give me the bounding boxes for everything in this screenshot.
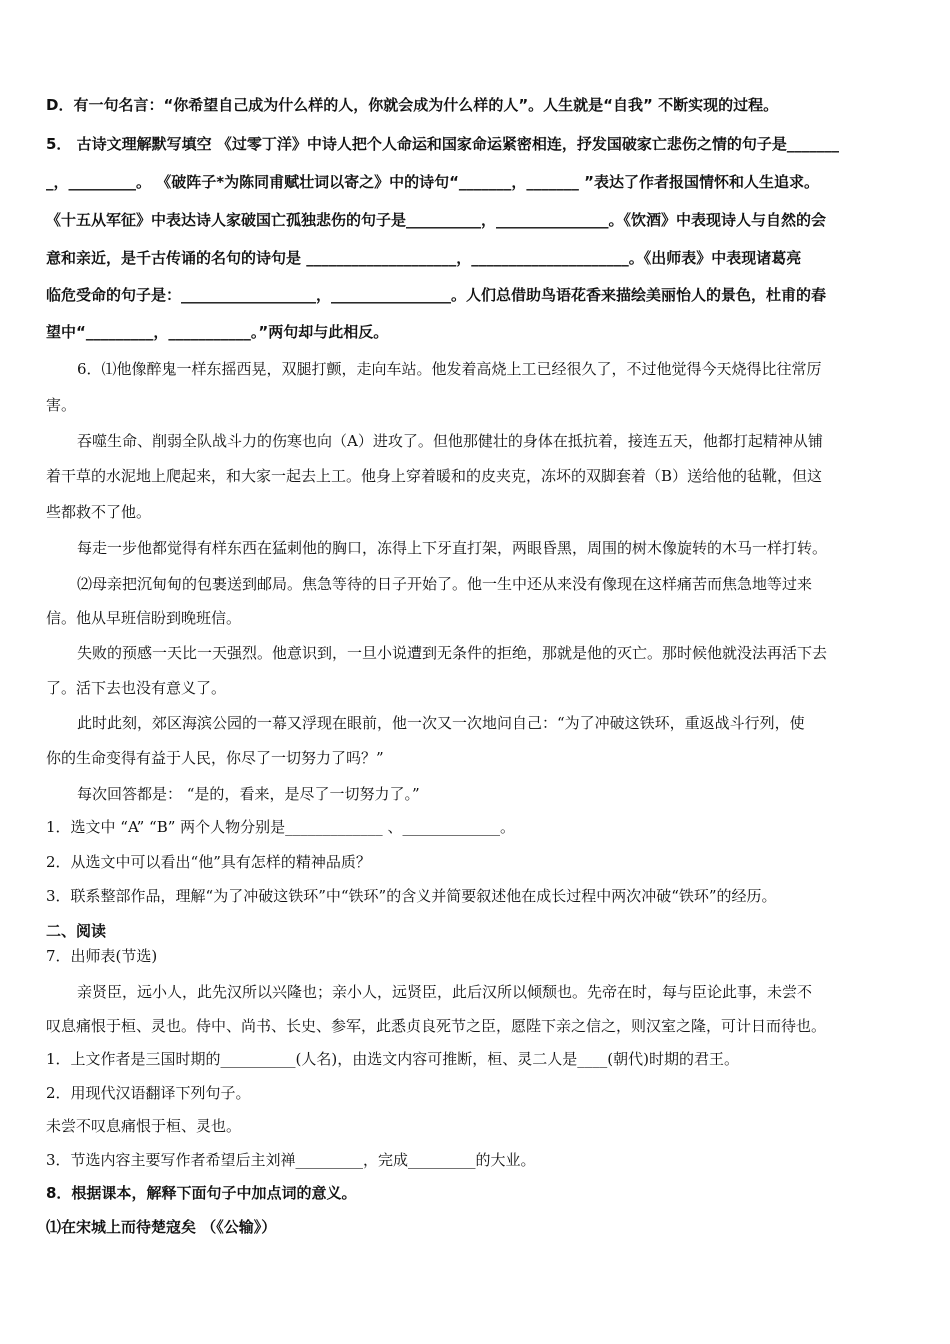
- passage-6-para-6-cont: 你的生命变得有益于人民，你尽了一切努力了吗？”: [46, 749, 384, 767]
- option-d-line: D．有一句名言：“你希望自己成为什么样的人，你就会成为什么样的人”。人生就是“自我” 不断实现的过程。: [46, 96, 779, 114]
- passage-7-line-2: 叹息痛恨于桓、灵也。侍中、尚书、长史、参军，此悉贞良死节之臣，愿陛下亲之信之，则汉室之隆，可计日而待也。: [46, 1017, 827, 1035]
- question-8-title: 8．根据课本，解释下面句子中加点词的意义。: [46, 1184, 357, 1202]
- passage-6-para-5-cont: 了。活下去也没有意义了。: [46, 679, 227, 697]
- passage-6-para-2: 吞噬生命、削弱全队战斗力的伤寒也向（A）进攻了。但他那健壮的身体在抵抗着，接连五天，他都打起精神从铺: [77, 432, 823, 450]
- passage-6-para-7: 每次回答都是： “是的，看来，是尽了一切努力了。”: [77, 785, 420, 803]
- passage-6-para-4: ⑵母亲把沉甸甸的包裹送到邮局。焦急等待的日子开始了。他一生中还从来没有像现在这样痛苦而焦急地等过来: [77, 575, 813, 593]
- passage-7-line-1: 亲贤臣，远小人，此先汉所以兴隆也；亲小人，远贤臣，此后汉所以倾颓也。先帝在时，每与臣论此事，未尝不: [77, 983, 813, 1001]
- passage-6-para-3: 每走一步他都觉得有样东西在猛刺他的胸口，冻得上下牙直打架，两眼昏黑，周围的树木像旋转的木马一样打转。: [77, 539, 828, 557]
- passage-6-para-2-cont-2: 些都救不了他。: [46, 503, 152, 521]
- passage-6-para-1: 6．⑴他像醉鬼一样东摇西晃，双腿打颤，走向车站。他发着高烧上工已经很久了，不过他觉得今天烧得比往常厉: [77, 360, 822, 378]
- question-5-line-5: 临危受命的句子是：__________________，________________。人们总借助鸟语花香来描绘美丽怡人的景色，杜甫的春: [46, 286, 827, 304]
- question-7-2: 2．用现代汉语翻译下列句子。: [46, 1084, 251, 1102]
- question-5-line-2: _，_________。 《破阵子*为陈同甫赋壮词以寄之》中的诗句“_______，_______ ”表达了作者报国情怀和人生追求。: [46, 173, 820, 191]
- section-heading-reading: 二、阅读: [46, 922, 107, 940]
- question-5-line-3: 《十五从军征》中表达诗人家破国亡孤独悲伤的句子是__________，_______________。《饮酒》中表现诗人与自然的会: [46, 211, 827, 229]
- question-7-title: 7．出师表(节选): [46, 947, 158, 965]
- question-5-line-1: 5． 古诗文理解默写填空 《过零丁洋》中诗人把个人命运和国家命运紧密相连，抒发国破家亡悲伤之情的句子是_______: [46, 135, 840, 153]
- question-5-line-4: 意和亲近，是千古传诵的名句的诗句是 ____________________，_____________________。《出师表》中表现诸葛亮: [46, 249, 802, 267]
- passage-6-para-1-cont: 害。: [46, 396, 77, 414]
- question-6-1: 1．选文中 “A” “B” 两个人物分别是_____________ 、_____________。: [46, 818, 515, 836]
- passage-6-para-4-cont: 信。他从早班信盼到晚班信。: [46, 609, 242, 627]
- question-7-3: 3．节选内容主要写作者希望后主刘禅_________，完成_________的大业。: [46, 1151, 536, 1169]
- question-6-2: 2．从选文中可以看出“他”具有怎样的精神品质？: [46, 853, 371, 871]
- question-5-line-6: 望中“_________，___________。”两句却与此相反。: [46, 323, 389, 341]
- question-7-2-sentence: 未尝不叹息痛恨于桓、灵也。: [46, 1117, 242, 1135]
- passage-6-para-5: 失败的预感一天比一天强烈。他意识到，一旦小说遭到无条件的拒绝，那就是他的灭亡。那时候他就没法再活下去: [77, 644, 828, 662]
- question-8-1: ⑴在宋城上而待楚寇矣 （《公输》）: [46, 1218, 277, 1236]
- question-7-1: 1．上文作者是三国时期的__________(人名)，由选文内容可推断，桓、灵二人是____(朝代)时期的君王。: [46, 1050, 739, 1068]
- passage-6-para-6: 此时此刻，郊区海滨公园的一幕又浮现在眼前，他一次又一次地问自己：“为了冲破这铁环，重返战斗行列，使: [77, 714, 805, 732]
- passage-6-para-2-cont-1: 着干草的水泥地上爬起来，和大家一起去上工。他身上穿着暖和的皮夹克，冻坏的双脚套着（B）送给他的毡靴，但这: [46, 467, 823, 485]
- question-6-3: 3．联系整部作品，理解“为了冲破这铁环”中“铁环”的含义并简要叙述他在成长过程中两次冲破“铁环”的经历。: [46, 887, 777, 905]
